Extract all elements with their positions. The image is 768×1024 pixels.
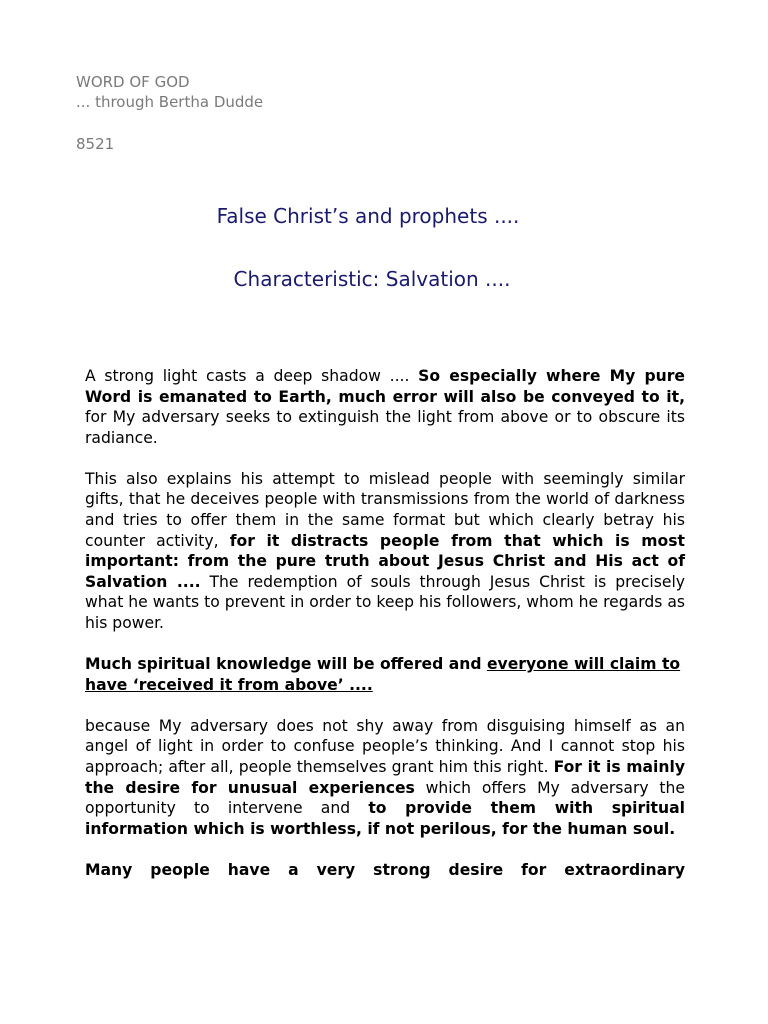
p4-text-c: which offers My adversary the opportunity to intervene and [85,778,685,818]
paragraph-2 [85,469,685,634]
paragraph-4 [85,716,685,840]
p4-text-d: to provide them with spiritual information which is worthless, if not perilous, for the human soul. [85,799,685,838]
document-body [85,366,685,901]
header-line-2: ... through Bertha Dudde [76,93,264,111]
p4-text-a: because My adversary does not shy away from disguising himself as an angel of light in order to confuse people’s thinking. And I cannot stop his approach; after all, people themselves grant him this right. [85,716,685,776]
paragraph-5 [85,860,685,881]
p1-text-c: for My adversary seeks to extinguish the light from above or to obscure its radiance. [85,408,685,447]
p1-text-b: So especially where My pure Word is emanated to Earth, much error will also be conveyed to it, [85,367,685,406]
message-number: 8521 [76,135,115,153]
page-subtitle: Characteristic: Salvation .... [233,267,511,291]
page-title: False Christ’s and prophets .... [216,204,520,228]
p2-text-c: The redemption of souls through Jesus Christ is precisely what he wants to prevent in order to keep his followers, whom he regards as his power. [85,572,685,633]
p3-text-b: everyone will claim to have ‘received it from above’ .... [85,655,681,694]
p2-text-a: This also explains his attempt to mislead people with seemingly similar gifts, that he deceives people with transmissions from the world of darkness and tries to offer them in the same format but which clearly betray his counter activity, [85,469,685,550]
p4-text-b: For it is mainly the desire for unusual experiences [85,758,685,797]
p2-text-b: for it distracts people from that which is most important: from the pure truth about Jesus Christ and His act of Salvation .... [85,531,685,591]
header-line-1: WORD OF GOD [76,73,190,91]
p3-text-a: Much spiritual knowledge will be offered and [85,655,487,674]
p5-text-a: Many people have a very strong desire for extraordinary [85,860,685,879]
paragraph-3 [85,654,685,695]
paragraph-1 [85,366,685,448]
p1-text-a: A strong light casts a deep shadow .... [85,367,419,385]
document-header [76,72,263,154]
